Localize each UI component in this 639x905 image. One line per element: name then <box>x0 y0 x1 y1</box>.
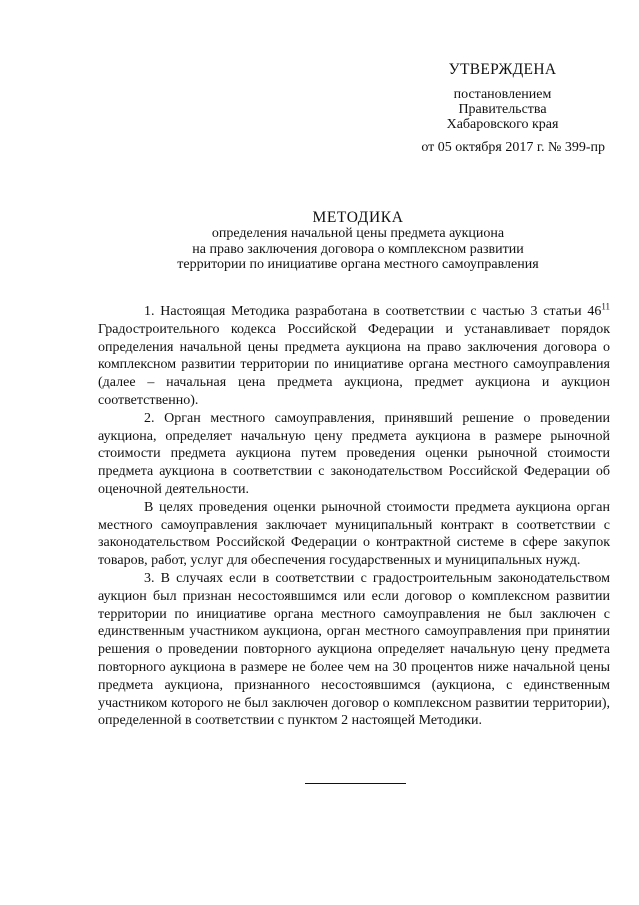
subtitle-line-3: территории по инициативе органа местного самоуправления <box>177 257 539 272</box>
subtitle-line-2: на право заключения договора о комплексном развитии <box>192 241 524 257</box>
paragraph-3: В целях проведения оценки рыночной стоимости предмета аукциона орган местного самоуправления заключает муниципальный контракт в соответствии с законодательством Российской Федерации о контрактной системе в сфере закупок товаров, работ, услуг для обеспечения государственных и муниципальных нужд. <box>98 499 610 569</box>
paragraph-1 <box>98 303 610 410</box>
approval-date: от 05 октября 2017 г. № 399-пр <box>421 140 605 155</box>
approval-line-1: постановлением <box>453 87 552 102</box>
closing-rule <box>305 783 406 784</box>
document-title: МЕТОДИКА <box>312 209 404 226</box>
subtitle-line-1: определения начальной цены предмета аукциона <box>211 226 505 241</box>
paragraph-1-rest: Градостроительного кодекса Российской Федерации и устанавливает порядок определения начальной цены предмета аукциона на право заключения договора о комплексном развитии территории по инициативе органа местного самоуправления (далее – начальная цена предмета аукциона, предмет аукциона и аукцион соответственно). <box>98 321 610 408</box>
approval-heading: УТВЕРЖДЕНА <box>448 61 557 78</box>
paragraph-4: 3. В случаях если в соответствии с градостроительным законодательством аукцион был признан несостоявшимся или если договор о комплексном развитии территории по инициативе органа местного самоуправления не был заключен с единственным участником аукциона, орган местного самоуправления при принятии решения о проведении повторного аукциона определяет начальную цену предмета повторного аукциона в размере не более чем на 30 процентов ниже начальной цены предмета аукциона, признанного несостоявшимся (аукциона, с единственным участником которого не был заключен договор о комплексном развитии территории), определенной в соответствии с пунктом 2 настоящей Методики. <box>98 570 610 729</box>
article-superscript: 11 <box>601 301 610 312</box>
approval-line-2: Правительства <box>458 102 547 117</box>
document-subtitle <box>0 226 639 273</box>
document-body <box>98 303 610 730</box>
approval-stamp <box>395 62 610 155</box>
paragraph-2: 2. Орган местного самоуправления, принявший решение о проведении аукциона, определяет начальную цену предмета аукциона в размере рыночной стоимости предмета аукциона путем проведения оценки рыночной стоимости предмета аукциона в соответствии с законодательством Российской Федерации об оценочной деятельности. <box>98 410 610 497</box>
approval-line-3: Хабаровского края <box>446 117 559 132</box>
paragraph-1-start: 1. Настоящая Методика разработана в соответствии с частью 3 статьи 46 <box>144 304 602 319</box>
